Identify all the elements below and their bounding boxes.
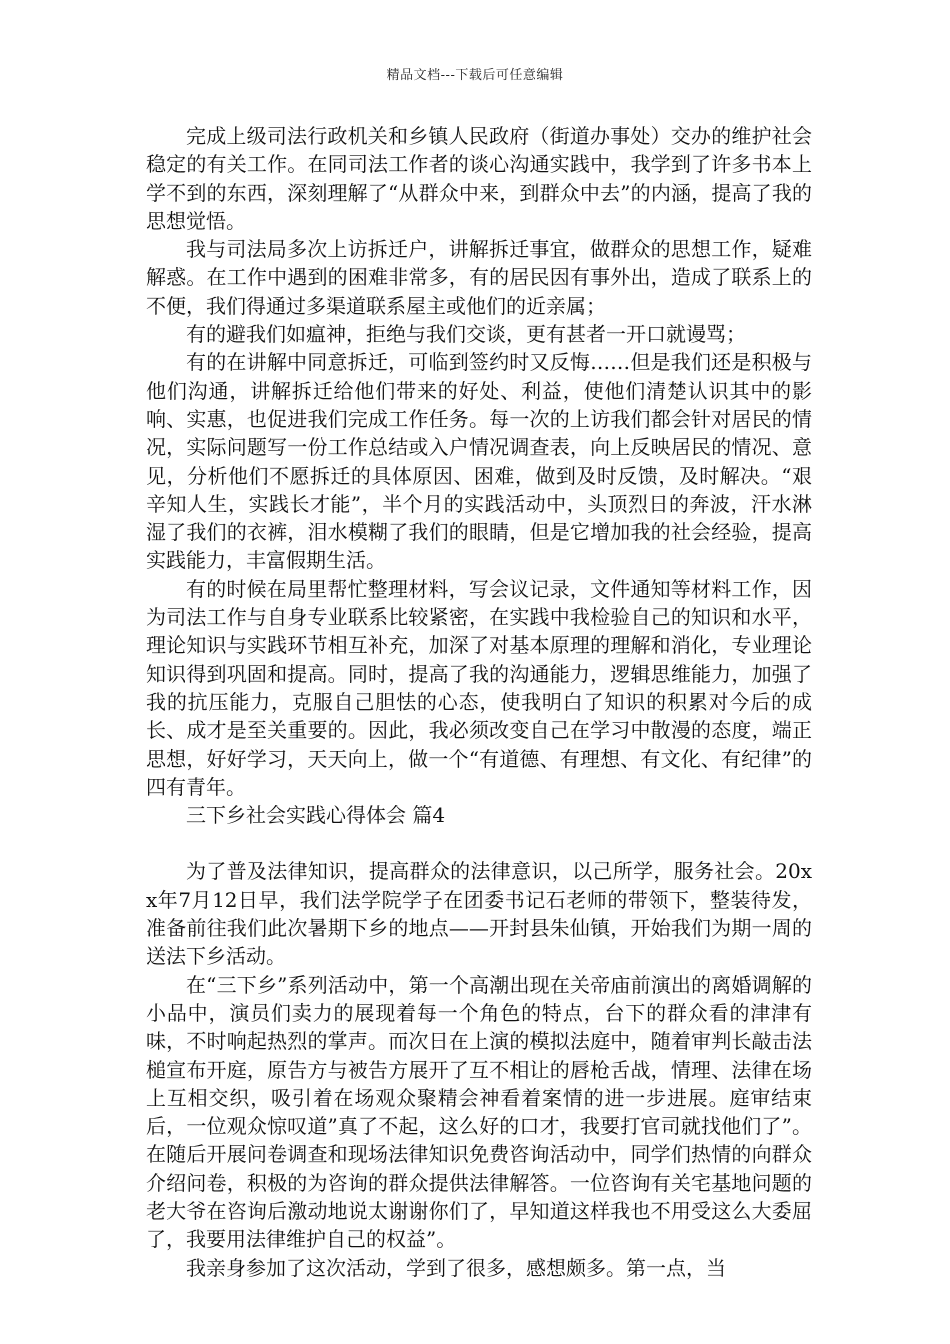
paragraph: 我亲身参加了这次活动，学到了很多，感想颇多。第一点，当 bbox=[186, 1255, 726, 1280]
paragraph: 有的在讲解中同意拆迁，可临到签约时又反悔……但是我们还是积极与他们沟通，讲解拆迁给他们带来的好处、利益，使他们清楚认识其中的影响、实惠，也促进我们完成工作任务。每一次的上访我们都会针对居民的情况，实际问题写一份工作总结或入户情况调查表，向上反映居民的情况、意见，分析他们不愿拆迁的具体原因、困难，做到及时反馈，及时解决。“艰辛知人生，实践长才能”，半个月的实践活动中，头顶烈日的奔波，汗水淋湿了我们的衣裤，泪水模糊了我们的眼睛，但是它增加我的社会经验，提高实践能力，丰富假期生活。 bbox=[146, 350, 812, 573]
paragraph: 为了普及法律知识，提高群众的法律意识，以己所学，服务社会。20xx年7月12日早，我们法学院学子在团委书记石老师的带领下，整装待发，准备前往我们此次暑期下乡的地点——开封县朱仙镇，开始我们为期一周的送法下乡活动。 bbox=[146, 859, 812, 969]
paragraph: 在“三下乡”系列活动中，第一个高潮出现在关帝庙前演出的离婚调解的小品中，演员们卖力的展现着每一个角色的特点，台下的群众看的津津有味，不时响起热烈的掌声。而次日在上演的模拟法庭中，随着审判长敲击法槌宣布开庭，原告方与被告方展开了互不相让的唇枪舌战，情理、法律在场上互相交织，吸引着在场观众聚精会神看着案情的进一步进展。庭审结束后，一位观众惊叹道”真了不起，这么好的口才，我要打官司就找他们了”。在随后开展问卷调查和现场法律知识免费咨询活动中，同学们热情的向群众介绍问卷，积极的为咨询的群众提供法律解答。一位咨询有关宅基地问题的老大爷在咨询后激动地说太谢谢你们了，早知道这样我也不用受这么大委屈了，我要用法律维护自己的权益”。 bbox=[146, 972, 812, 1252]
paragraph: 有的避我们如瘟神，拒绝与我们交谈，更有甚者一开口就谩骂； bbox=[186, 322, 746, 347]
paragraph: 我与司法局多次上访拆迁户，讲解拆迁事宜，做群众的思想工作，疑难解惑。在工作中遇到的困难非常多，有的居民因有事外出，造成了联系上的不便，我们得通过多渠道联系屋主或他们的近亲属； bbox=[146, 237, 812, 318]
paragraph: 有的时候在局里帮忙整理材料，写会议记录，文件通知等材料工作，因为司法工作与自身专业联系比较紧密，在实践中我检验自己的知识和水平，理论知识与实践环节相互补充，加深了对基本原理的理解和消化，专业理论知识得到巩固和提高。同时，提高了我的沟通能力，逻辑思维能力，加强了我的抗压能力，克服自己胆怯的心态，使我明白了知识的积累对今后的成长、成才是至关重要的。因此，我必须改变自己在学习中散漫的态度，端正思想，好好学习，天天向上，做一个“有道德、有理想、有文化、有纪律”的四有青年。 bbox=[146, 576, 812, 799]
paragraph: 完成上级司法行政机关和乡镇人民政府（街道办事处）交办的维护社会稳定的有关工作。在同司法工作者的谈心沟通实践中，我学到了许多书本上学不到的东西，深刻理解了“从群众中来，到群众中去”的内涵，提高了我的思想觉悟。 bbox=[146, 124, 812, 233]
document-body bbox=[146, 122, 812, 1282]
page-header: 精品文档---下载后可任意编辑 bbox=[386, 68, 564, 83]
section-title: 三下乡社会实践心得体会 篇4 bbox=[186, 803, 446, 828]
